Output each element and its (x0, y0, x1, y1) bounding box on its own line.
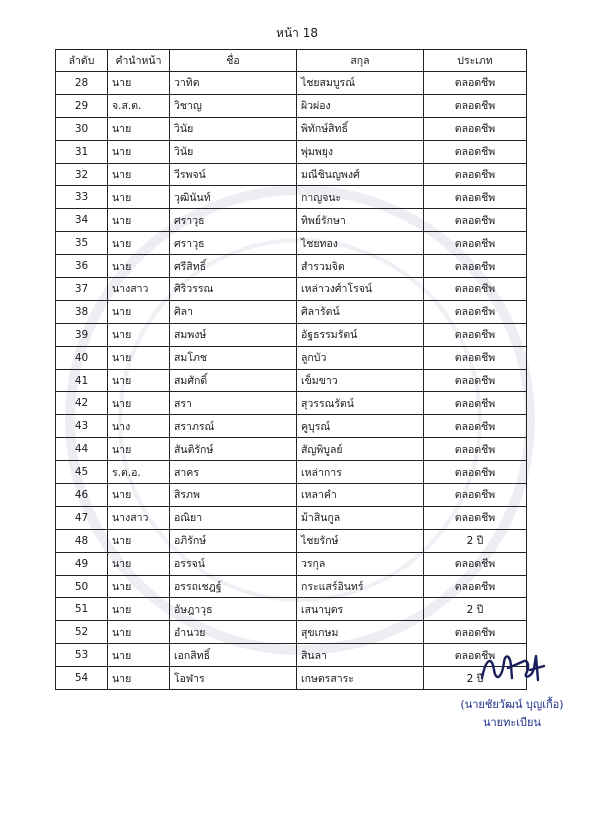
cell-first-name: ศราวุธ (170, 232, 297, 255)
cell-membership-type: ตลอดชีพ (424, 506, 527, 529)
cell-last-name: เสนาบุตร (297, 598, 424, 621)
cell-membership-type: ตลอดชีพ (424, 278, 527, 301)
cell-order: 46 (56, 484, 108, 507)
page-number: หน้า 18 (276, 26, 318, 40)
cell-order: 39 (56, 323, 108, 346)
cell-last-name: คูบุรณ์ (297, 415, 424, 438)
cell-order: 31 (56, 140, 108, 163)
cell-prefix: นาย (108, 438, 170, 461)
cell-order: 44 (56, 438, 108, 461)
table-row (56, 392, 527, 415)
cell-membership-type: ตลอดชีพ (424, 255, 527, 278)
cell-last-name: ศิลารัตน์ (297, 300, 424, 323)
cell-last-name: ไชยสมบูรณ์ (297, 72, 424, 95)
table-row (56, 575, 527, 598)
cell-first-name: อรรจน์ (170, 552, 297, 575)
cell-first-name: สาคร (170, 461, 297, 484)
header-last-name: สกุล (297, 50, 424, 72)
cell-order: 34 (56, 209, 108, 232)
cell-first-name: สิรภพ (170, 484, 297, 507)
table-row (56, 438, 527, 461)
cell-order: 38 (56, 300, 108, 323)
cell-prefix: นาย (108, 621, 170, 644)
cell-prefix: นาย (108, 598, 170, 621)
cell-prefix: นาย (108, 346, 170, 369)
table-row (56, 506, 527, 529)
table-row (56, 232, 527, 255)
cell-first-name: ศิลา (170, 300, 297, 323)
cell-first-name: อภิรักษ์ (170, 529, 297, 552)
cell-prefix: นาย (108, 323, 170, 346)
cell-membership-type: 2 ปี (424, 598, 527, 621)
cell-last-name: สุขเกษม (297, 621, 424, 644)
cell-membership-type: ตลอดชีพ (424, 644, 527, 667)
handwritten-signature (478, 648, 548, 688)
cell-order: 40 (56, 346, 108, 369)
cell-prefix: นาย (108, 209, 170, 232)
cell-order: 32 (56, 163, 108, 186)
table-row (56, 255, 527, 278)
cell-membership-type: ตลอดชีพ (424, 484, 527, 507)
cell-first-name: สันติรักษ์ (170, 438, 297, 461)
table-row (56, 186, 527, 209)
cell-last-name: เหล่าการ (297, 461, 424, 484)
cell-order: 52 (56, 621, 108, 644)
cell-first-name: สราภรณ์ (170, 415, 297, 438)
cell-first-name: เอกสิทธิ์ (170, 644, 297, 667)
cell-membership-type: ตลอดชีพ (424, 438, 527, 461)
cell-last-name: เกษตรสาระ (297, 667, 424, 690)
cell-order: 48 (56, 529, 108, 552)
cell-first-name: ศรีสิทธิ์ (170, 255, 297, 278)
cell-prefix: นาย (108, 644, 170, 667)
cell-order: 36 (56, 255, 108, 278)
cell-last-name: สุวรรณรัตน์ (297, 392, 424, 415)
cell-first-name: สมศักดิ์ (170, 369, 297, 392)
cell-membership-type: ตลอดชีพ (424, 461, 527, 484)
cell-prefix: นาย (108, 392, 170, 415)
cell-membership-type: ตลอดชีพ (424, 232, 527, 255)
cell-membership-type: ตลอดชีพ (424, 186, 527, 209)
cell-order: 54 (56, 667, 108, 690)
cell-membership-type: ตลอดชีพ (424, 369, 527, 392)
cell-order: 41 (56, 369, 108, 392)
table-row (56, 415, 527, 438)
cell-membership-type: ตลอดชีพ (424, 163, 527, 186)
signatory-name: (นายชัยวัฒน์ บุญเกื้อ) (460, 698, 564, 711)
table-row (56, 300, 527, 323)
cell-order: 28 (56, 72, 108, 95)
cell-membership-type: ตลอดชีพ (424, 415, 527, 438)
cell-last-name: วรกุล (297, 552, 424, 575)
cell-order: 43 (56, 415, 108, 438)
header-prefix: คำนำหน้า (108, 50, 170, 72)
cell-membership-type: ตลอดชีพ (424, 575, 527, 598)
cell-order: 50 (56, 575, 108, 598)
cell-membership-type: 2 ปี (424, 667, 527, 690)
table-row (56, 598, 527, 621)
table-row (56, 667, 527, 690)
cell-prefix: นาง (108, 415, 170, 438)
cell-prefix: นาย (108, 369, 170, 392)
table-row (56, 72, 527, 95)
cell-first-name: อณิยา (170, 506, 297, 529)
cell-last-name: ไชยทอง (297, 232, 424, 255)
table-row (56, 529, 527, 552)
cell-order: 42 (56, 392, 108, 415)
cell-prefix: นางสาว (108, 506, 170, 529)
cell-prefix: นาย (108, 255, 170, 278)
cell-prefix: นางสาว (108, 278, 170, 301)
cell-last-name: พิทักษ์สิทธิ์ (297, 117, 424, 140)
cell-order: 37 (56, 278, 108, 301)
cell-first-name: ศราวุธ (170, 209, 297, 232)
cell-membership-type: ตลอดชีพ (424, 94, 527, 117)
cell-first-name: ศิริวรรณ (170, 278, 297, 301)
table-row (56, 552, 527, 575)
cell-last-name: พุ่มพยุง (297, 140, 424, 163)
cell-membership-type: ตลอดชีพ (424, 300, 527, 323)
cell-membership-type: ตลอดชีพ (424, 552, 527, 575)
cell-last-name: เข็มขาว (297, 369, 424, 392)
signatory-position: นายทะเบียน (482, 716, 541, 729)
cell-last-name: ทิพย์รักษา (297, 209, 424, 232)
cell-last-name: ลูกบัว (297, 346, 424, 369)
cell-membership-type: ตลอดชีพ (424, 323, 527, 346)
table-row (56, 209, 527, 232)
cell-prefix: นาย (108, 72, 170, 95)
cell-last-name: ม้าสินกูล (297, 506, 424, 529)
cell-prefix: นาย (108, 300, 170, 323)
cell-last-name: สำรวมจิต (297, 255, 424, 278)
cell-first-name: อรรถเชฎฐ์ (170, 575, 297, 598)
cell-prefix: นาย (108, 232, 170, 255)
cell-first-name: สมโภช (170, 346, 297, 369)
cell-membership-type: ตลอดชีพ (424, 140, 527, 163)
cell-order: 53 (56, 644, 108, 667)
cell-order: 30 (56, 117, 108, 140)
cell-prefix: นาย (108, 117, 170, 140)
table-row (56, 484, 527, 507)
table-header-row (56, 50, 527, 72)
cell-order: 47 (56, 506, 108, 529)
cell-first-name: โอฬาร (170, 667, 297, 690)
cell-order: 49 (56, 552, 108, 575)
cell-order: 51 (56, 598, 108, 621)
header-order: ลำดับ (56, 50, 108, 72)
table-row (56, 278, 527, 301)
cell-first-name: สรา (170, 392, 297, 415)
cell-membership-type: ตลอดชีพ (424, 621, 527, 644)
cell-prefix: ร.ต.อ. (108, 461, 170, 484)
cell-membership-type: ตลอดชีพ (424, 72, 527, 95)
table-row (56, 644, 527, 667)
cell-last-name: เหลาคำ (297, 484, 424, 507)
cell-last-name: สัญพิบูลย์ (297, 438, 424, 461)
cell-last-name: ไชยรักษ์ (297, 529, 424, 552)
cell-order: 35 (56, 232, 108, 255)
cell-last-name: สินลา (297, 644, 424, 667)
table-body (56, 72, 527, 690)
cell-first-name: วุฒินันท์ (170, 186, 297, 209)
table-row (56, 461, 527, 484)
table-row (56, 94, 527, 117)
cell-prefix: นาย (108, 186, 170, 209)
cell-order: 29 (56, 94, 108, 117)
cell-last-name: มณีชินญพงศ์ (297, 163, 424, 186)
table-row (56, 346, 527, 369)
cell-prefix: นาย (108, 163, 170, 186)
cell-prefix: นาย (108, 667, 170, 690)
cell-last-name: อัฐธรรมรัตน์ (297, 323, 424, 346)
cell-membership-type: ตลอดชีพ (424, 117, 527, 140)
cell-membership-type: ตลอดชีพ (424, 209, 527, 232)
cell-prefix: นาย (108, 552, 170, 575)
cell-first-name: อำนวย (170, 621, 297, 644)
cell-last-name: ผิวผ่อง (297, 94, 424, 117)
cell-last-name: เหล่าวงศ์าโรจน์ (297, 278, 424, 301)
cell-first-name: วินัย (170, 117, 297, 140)
table-row (56, 323, 527, 346)
cell-first-name: วาทิต (170, 72, 297, 95)
table-row (56, 369, 527, 392)
cell-first-name: วีรพจน์ (170, 163, 297, 186)
table-row (56, 117, 527, 140)
cell-membership-type: ตลอดชีพ (424, 346, 527, 369)
cell-first-name: สมพงษ์ (170, 323, 297, 346)
cell-first-name: วินัย (170, 140, 297, 163)
table-row (56, 140, 527, 163)
cell-last-name: กาญจนะ (297, 186, 424, 209)
cell-membership-type: 2 ปี (424, 529, 527, 552)
cell-order: 33 (56, 186, 108, 209)
member-registry-table (55, 49, 527, 690)
cell-membership-type: ตลอดชีพ (424, 392, 527, 415)
cell-order: 45 (56, 461, 108, 484)
cell-prefix: นาย (108, 529, 170, 552)
header-membership-type: ประเภท (424, 50, 527, 72)
table-row (56, 163, 527, 186)
cell-last-name: กระแสร์อินทร์ (297, 575, 424, 598)
cell-prefix: นาย (108, 484, 170, 507)
cell-prefix: นาย (108, 140, 170, 163)
cell-prefix: นาย (108, 575, 170, 598)
table-row (56, 621, 527, 644)
cell-first-name: วิชาญ (170, 94, 297, 117)
header-first-name: ชื่อ (170, 50, 297, 72)
cell-first-name: อัษฎาวุธ (170, 598, 297, 621)
cell-prefix: จ.ส.ต. (108, 94, 170, 117)
